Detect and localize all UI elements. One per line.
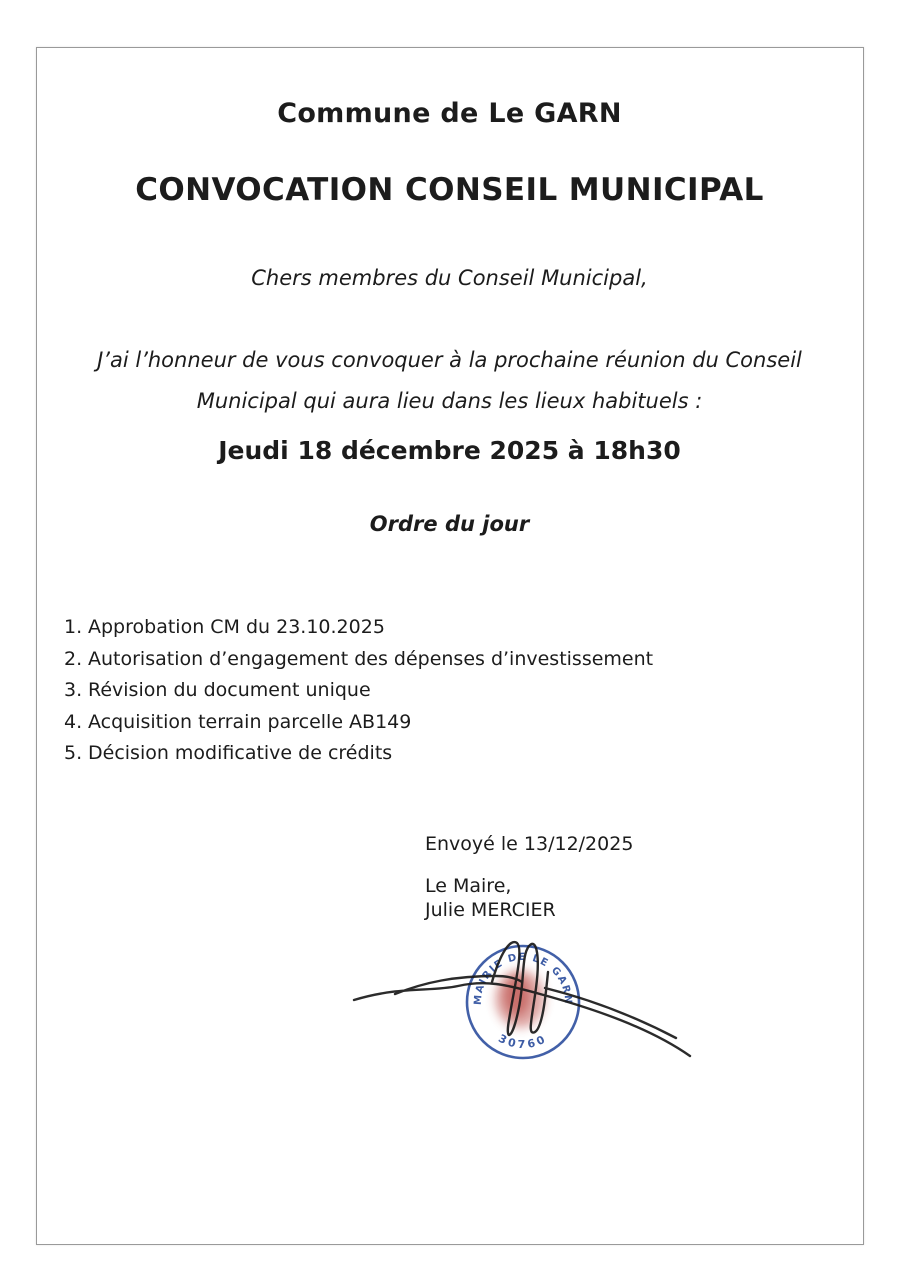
agenda-item — [64, 647, 654, 670]
signatory-block — [425, 875, 556, 922]
svg-text:30760 — [496, 1032, 549, 1051]
meeting-datetime: Jeudi 18 décembre 2025 à 18h30 — [218, 436, 681, 465]
stamp-bottom-text: 30760 — [496, 1031, 550, 1051]
agenda-item — [64, 618, 653, 637]
agenda-item — [64, 681, 653, 700]
signatory-name: Julie MERCIER — [425, 898, 556, 921]
agenda-item-number: 3. — [64, 679, 83, 701]
stamp-and-signature — [340, 930, 720, 1090]
agenda-item-text: Révision du document unique — [88, 679, 371, 701]
agenda-item-text: Approbation CM du 23.10.2025 — [88, 616, 385, 638]
agenda-item-text: Autorisation d’engagement des dépenses d’investissement — [88, 647, 654, 670]
salutation-line: Chers membres du Conseil Municipal, — [251, 266, 648, 290]
document-title: CONVOCATION CONSEIL MUNICIPAL — [135, 172, 764, 208]
agenda-item — [64, 744, 653, 763]
intro-paragraph — [0, 340, 899, 422]
agenda-item-text: Acquisition terrain parcelle AB149 — [88, 710, 412, 733]
stamp-top-text: MAIRIE DE LE GARN — [472, 951, 574, 1006]
intro-line-2: Municipal qui aura lieu dans les lieux habituels : — [196, 389, 703, 413]
commune-heading: Commune de Le GARN — [277, 98, 622, 129]
sent-date-line: Envoyé le 13/12/2025 — [425, 833, 634, 855]
agenda-item-text: Décision modificative de crédits — [88, 742, 393, 764]
intro-line-1: J’ai l’honneur de vous convoquer à la prochaine réunion du Conseil — [97, 348, 802, 372]
signatory-role: Le Maire, — [425, 875, 512, 897]
agenda-list — [64, 618, 653, 776]
agenda-item — [64, 710, 653, 733]
agenda-item-number: 2. — [64, 647, 83, 670]
agenda-item-number: 5. — [64, 742, 83, 764]
agenda-item-number: 1. — [64, 616, 83, 638]
agenda-heading: Ordre du jour — [369, 512, 530, 536]
agenda-item-number: 4. — [64, 710, 83, 733]
